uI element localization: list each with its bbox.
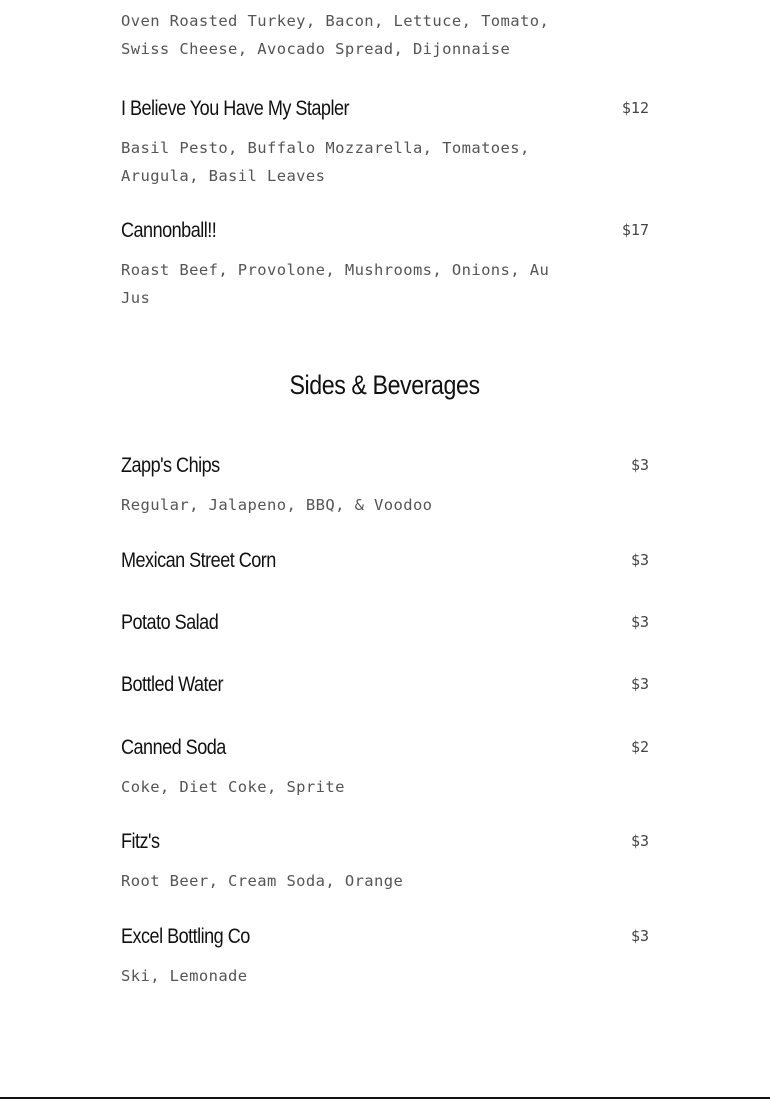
menu-item-name: Cannonball!!	[121, 219, 217, 242]
section-title-text: Sides & Beverages	[289, 370, 481, 400]
menu-item-price: $3	[630, 613, 649, 631]
menu-item-description: Oven Roasted Turkey, Bacon, Lettuce, Tomato, Swiss Cheese, Avocado Spread, Dijonnaise	[121, 12, 550, 58]
menu-item-name: Mexican Street Corn	[121, 549, 276, 572]
menu-item-price: $3	[630, 551, 649, 569]
menu-item-price: $3	[630, 675, 649, 693]
menu-item-description: Coke, Diet Coke, Sprite	[121, 778, 345, 796]
bottom-divider	[0, 1097, 770, 1099]
section-title-sides-beverages	[0, 368, 770, 402]
menu-item-price: $3	[630, 832, 649, 850]
menu-item-name: I Believe You Have My Stapler	[121, 97, 349, 120]
menu-item-description: Roast Beef, Provolone, Mushrooms, Onions, Au Jus	[121, 261, 550, 307]
menu-item-description: Basil Pesto, Buffalo Mozzarella, Tomatoes, Arugula, Basil Leaves	[121, 139, 530, 185]
menu-item-price: $12	[621, 99, 649, 117]
menu-item-description: Root Beer, Cream Soda, Orange	[121, 872, 404, 890]
menu-item-name: Fitz's	[121, 830, 160, 853]
menu-item-name: Canned Soda	[121, 736, 226, 759]
menu-item-price: $3	[630, 927, 649, 945]
menu-item-name: Excel Bottling Co	[121, 925, 250, 948]
menu-item-name: Potato Salad	[121, 611, 219, 634]
menu-item-price: $2	[630, 738, 649, 756]
menu-item-description: Regular, Jalapeno, BBQ, & Voodoo	[121, 496, 433, 514]
menu-item-price: $17	[621, 221, 649, 239]
menu-item-description: Ski, Lemonade	[121, 967, 248, 985]
menu-item-name: Bottled Water	[121, 673, 224, 696]
menu-item-name: Zapp's Chips	[121, 454, 220, 477]
menu-item-price: $3	[630, 456, 649, 474]
